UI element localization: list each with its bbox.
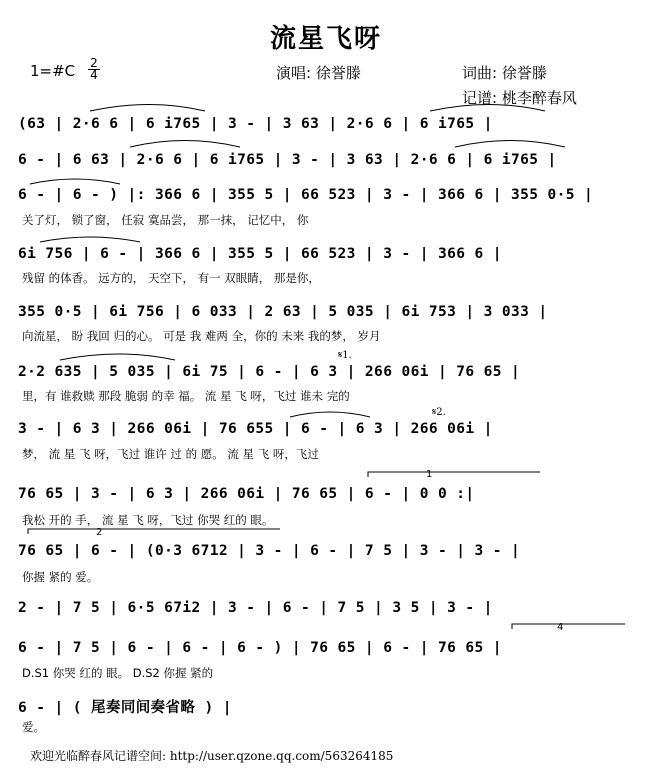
lyric-line-4: 残留 的体香。 远方的， 天空下， 有一 双眼睛， 那是你， xyxy=(22,271,320,285)
music-line-5: 355 0·5 | 6i 756 | 6 033 | 2 63 | 5 035 | 6i 753 | 3 033 | xyxy=(18,304,548,320)
notation-credit: 记谱: 桃李醉春风 xyxy=(462,89,577,107)
lyric-line-6: 里，有 谁救赎 那段 脆弱 的幸 福。 流 星 飞 呀，飞过 谁未 完的 xyxy=(22,389,350,403)
meter-bottom: 4 xyxy=(88,69,100,81)
volta-1-bracket xyxy=(368,472,540,477)
volta-4-bracket xyxy=(512,624,625,629)
lyric-line-11: D.S1 你哭 红的 眼。 D.S2 你握 紧的 xyxy=(22,666,214,680)
volta-1-label: 1 xyxy=(426,469,433,480)
lyric-line-9: 你握 紧的 爱。 xyxy=(22,570,99,584)
lyric-line-3: 关了灯， 锁了窗， 任寂 寞品尝， 那一抹， 记忆中， 你 xyxy=(22,213,309,227)
music-line-9: 76 65 | 6 - | (0·3 6712 | 3 - | 6 - | 7 5 | 3 - | 3 - | xyxy=(18,543,521,559)
slur-line-3 xyxy=(30,179,120,184)
music-line-10: 2 - | 7 5 | 6·5 67i2 | 3 - | 6 - | 7 5 | 3 5 | 3 - | xyxy=(18,600,493,616)
music-line-11: 6 - | 7 5 | 6 - | 6 - | 6 - ) | 76 65 | 6 - | 76 65 | xyxy=(18,640,502,656)
music-line-6: 2·2 635 | 5 035 | 6i 75 | 6 - | 6 3 | 266 06i | 76 65 | xyxy=(18,364,521,380)
lyric-line-5: 向流星， 盼 我回 归的心。 可是 我 难两 全，你的 未来 我的梦， 岁月 xyxy=(22,329,381,343)
music-line-4: 6i 756 | 6 - | 366 6 | 355 5 | 66 523 | 3 - | 366 6 | xyxy=(18,246,502,262)
slur-line-2b xyxy=(455,141,565,148)
lyric-line-7: 梦， 流 星 飞 呀，飞过 谁许 过 的 愿。 流 星 飞 呀，飞过 xyxy=(22,447,319,461)
segno-2-sign: 𝄋2. xyxy=(432,407,446,418)
footer-link-text: 欢迎光临醉春风记谱空间: http://user.qzone.qq.com/563264185 xyxy=(30,749,394,763)
lyric-line-8: 我松 开的 手， 流 星 飞 呀，飞过 你哭 红的 眼。 xyxy=(22,513,274,527)
score-title: 流星飞呀 xyxy=(269,24,382,54)
meter-top: 2 xyxy=(90,56,98,70)
music-line-2: 6 - | 6 63 | 2·6 6 | 6 i765 | 3 - | 3 63 | 2·6 6 | 6 i765 | xyxy=(18,152,557,168)
composer-credit: 词曲: 徐誉滕 xyxy=(462,64,547,82)
key-signature: 1=#C xyxy=(30,62,76,80)
slur-line-4 xyxy=(40,237,140,242)
slur-line-1a xyxy=(90,105,205,112)
volta-4-label: 4 xyxy=(557,622,564,633)
music-line-12: 6 - | ( 尾奏同间奏省略 ) | xyxy=(18,700,232,716)
lyric-line-12: 爱。 xyxy=(22,720,45,734)
singer-credit: 演唱: 徐誉滕 xyxy=(276,64,361,82)
segno-1-sign: 𝄋1. xyxy=(338,350,352,361)
music-line-7: 3 - | 6 3 | 266 06i | 76 655 | 6 - | 6 3 | 266 06i | xyxy=(18,421,493,437)
volta-2-label: 2 xyxy=(96,527,103,538)
volta-2-bracket xyxy=(28,529,280,534)
slur-line-2a xyxy=(130,141,240,148)
music-line-3: 6 - | 6 - ) |: 366 6 | 355 5 | 66 523 | 3 - | 366 6 | 355 0·5 | xyxy=(18,187,594,203)
music-line-1: (63 | 2·6 6 | 6 i765 | 3 - | 3 63 | 2·6 6 | 6 i765 | xyxy=(18,116,493,132)
slur-line-6 xyxy=(60,354,175,360)
music-line-8: 76 65 | 3 - | 6 3 | 266 06i | 76 65 | 6 - | 0 0 :| xyxy=(18,486,475,502)
slur-line-1b xyxy=(430,105,545,112)
slur-line-7 xyxy=(290,412,370,417)
